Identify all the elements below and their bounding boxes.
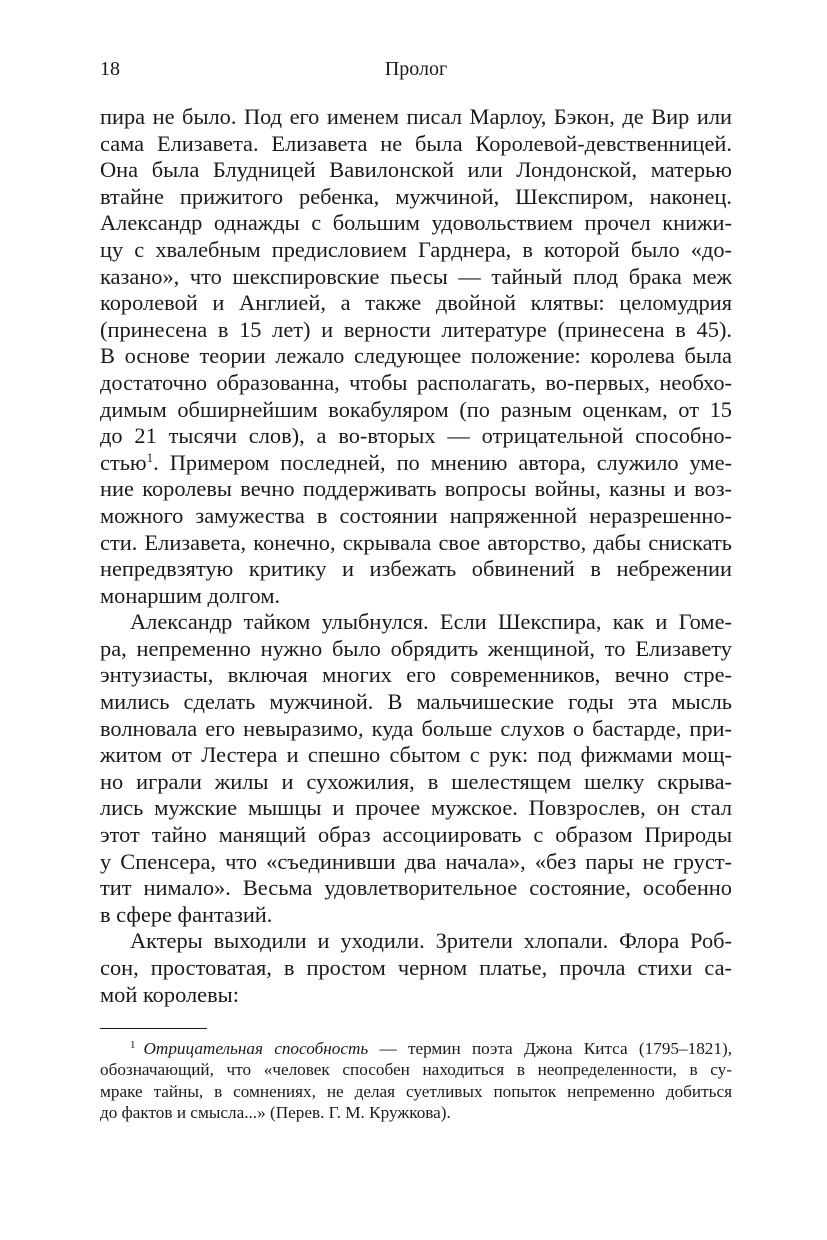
running-title: Пролог — [384, 58, 448, 80]
text-line: достаточно образованна, чтобы располагать, во-первых, необхо- — [100, 369, 732, 395]
text-line-with-footnote-ref — [100, 450, 732, 477]
footnote — [100, 1038, 732, 1123]
text-line: Она была Блудницей Вавилонской или Лондонской, матерью — [100, 157, 732, 183]
footnote-line: мраке тайны, в сомнениях, не делая суетливых попыток непременно добиться — [100, 1081, 732, 1101]
running-head — [100, 57, 732, 81]
text-line: мились сделать мужчиной. В мальчишеские годы эта мысль — [100, 689, 732, 715]
text-line: втайне прижитого ребенка, мужчиной, Шекспиром, наконец. — [100, 183, 732, 209]
text-line: ние королевы вечно поддерживать вопросы войны, казны и воз- — [100, 476, 732, 502]
footnote-divider — [100, 1028, 207, 1029]
footnote-line: обозначающий, что «человек способен находиться в неопределенности, в су- — [100, 1060, 732, 1080]
text-line: мой королевы: — [100, 981, 239, 1007]
text-line: В основе теории лежало следующее положение: королева была — [100, 343, 732, 369]
footnote-line: до фактов и смысла...» (Перев. Г. М. Кружкова). — [100, 1102, 451, 1122]
text-line: ра, непременно нужно было обрядить женщиной, то Елизавету — [100, 635, 732, 661]
text-line: энтузиасты, включая многих его современников, вечно стре- — [100, 662, 732, 688]
text-line: димым обширнейшим вокабуляром (по разным оценкам, от 15 — [100, 396, 732, 422]
page-number: 18 — [100, 58, 120, 80]
text-line: тит нимало». Весьма удовлетворительное состояние, особенно — [100, 875, 732, 901]
footnote-reference[interactable]: 1 — [146, 449, 154, 465]
text-fragment: . Примером последней, по мнению автора, служило уме- — [153, 449, 732, 475]
text-line: монаршим долгом. — [100, 582, 281, 608]
text-line: до 21 тысячи слов), а во-вторых — отрицательной способно- — [100, 423, 732, 449]
text-line: можного замужества в состоянии напряженной неразрешенно- — [100, 502, 732, 528]
text-line: волновала его невыразимо, куда больше слухов о бастарде, при- — [100, 715, 732, 741]
text-line: Актеры выходили и уходили. Зрители хлопали. Флора Роб- — [130, 928, 732, 954]
text-line: непредвзятую критику и избежать обвинений в небрежении — [100, 556, 732, 582]
text-line: этот тайно манящий образ ассоциировать с образом Природы — [100, 822, 732, 848]
text-line: лись мужские мышцы и прочее мужское. Повзрослев, он стал — [100, 795, 732, 821]
paragraph — [100, 104, 732, 609]
text-line: но играли жилы и сухожилия, в шелестящем шелку скрыва- — [100, 768, 732, 794]
text-line: цу с хвалебным предисловием Гарднера, в которой было «до- — [100, 236, 732, 262]
text-line: королевой и Англией, а также двойной клятвы: целомудрия — [100, 290, 732, 316]
footnote-text: — термин поэта Джона Китса (1795–1821), — [368, 1039, 732, 1058]
text-line: у Спенсера, что «съединивши два начала», «без пары не груст- — [100, 848, 732, 874]
paragraph — [100, 609, 732, 928]
text-line: казано», что шекспировские пьесы — тайный плод брака меж — [100, 263, 732, 289]
footnote-line — [100, 1038, 732, 1059]
text-line: сама Елизавета. Елизавета не была Королевой-девственницей. — [100, 130, 732, 156]
text-line: житом от Лестера и спешно сбытом с рук: под фижмами мощ- — [100, 742, 732, 768]
paragraph — [100, 928, 732, 1008]
text-line: в сфере фантазий. — [100, 901, 273, 927]
text-fragment: стью — [100, 449, 147, 475]
text-line: сти. Елизавета, конечно, скрывала свое авторство, дабы снискать — [100, 529, 732, 555]
text-line: сон, простоватая, в простом черном платье, прочла стихи са- — [100, 955, 732, 980]
text-line: Александр тайком улыбнулся. Если Шекспира, как и Гоме- — [130, 609, 732, 635]
footnote-term: Отрицательная способность — [143, 1039, 369, 1058]
body-text — [100, 104, 732, 1008]
text-line: (принесена в 15 лет) и верности литературе (принесена в 45). — [100, 316, 732, 342]
footnote-marker: 1 — [130, 1039, 136, 1051]
text-line: пира не было. Под его именем писал Марлоу, Бэкон, де Вир или — [100, 104, 732, 129]
text-line: Александр однажды с большим удовольствием прочел книжи- — [100, 210, 732, 236]
